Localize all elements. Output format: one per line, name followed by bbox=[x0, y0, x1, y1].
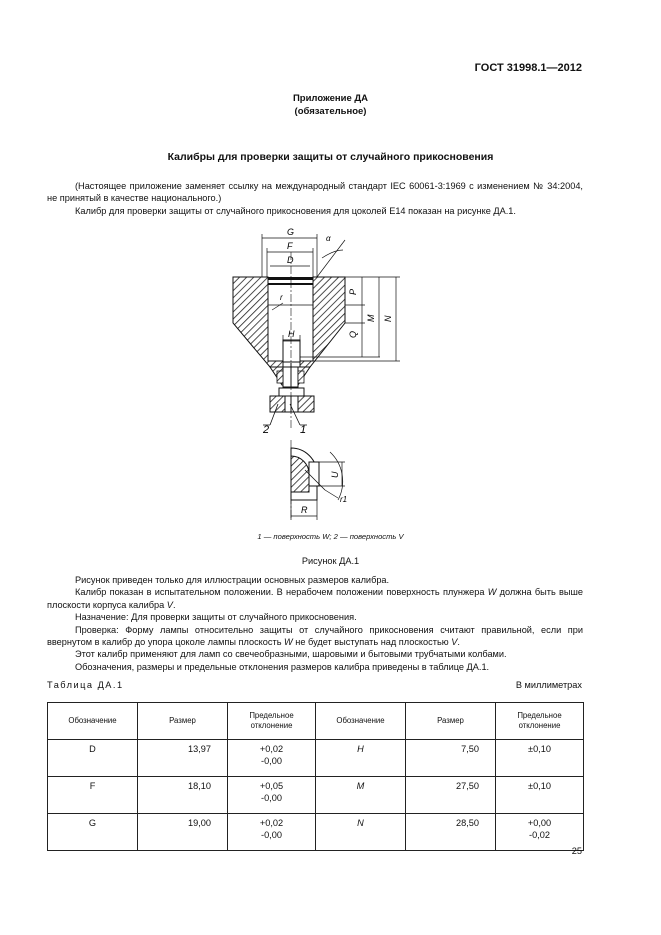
body-paragraph-5: Этот калибр применяют для ламп со свечеобразными, шаровыми и бытовыми трубчатыми колбами. bbox=[75, 649, 507, 660]
cell-designation: F bbox=[48, 777, 138, 814]
body-text bbox=[47, 574, 583, 673]
legend-surface-v: V bbox=[398, 532, 404, 541]
label-r1: r1 bbox=[340, 495, 348, 504]
dimensions-table bbox=[47, 702, 584, 851]
cell-designation: M bbox=[316, 777, 406, 814]
legend-number-2: 2 bbox=[333, 532, 338, 541]
tol-lower: -0,02 bbox=[529, 830, 550, 840]
cell-size: 27,50 bbox=[406, 777, 496, 814]
cell-tolerance bbox=[496, 814, 584, 851]
cell-designation: D bbox=[48, 740, 138, 777]
body-paragraph-3: Назначение: Для проверки защиты от случайного прикосновения. bbox=[75, 612, 357, 623]
label-alpha: α bbox=[326, 234, 331, 243]
label-1: 1 bbox=[300, 424, 307, 436]
p2-text-b: должна быть выше плоскости корпуса калибра bbox=[47, 587, 583, 610]
p4-text-c: . bbox=[457, 637, 460, 648]
cell-size: 19,00 bbox=[138, 814, 228, 851]
tol-lower: -0,00 bbox=[261, 830, 282, 840]
col-header: Размер bbox=[138, 703, 228, 740]
body-paragraph-6: Обозначения, размеры и предельные отклонения размеров калибра приведены в таблице ДА.1. bbox=[75, 661, 490, 672]
label-G: G bbox=[287, 227, 295, 237]
label-D: D bbox=[287, 255, 294, 265]
cell-tolerance bbox=[496, 777, 584, 814]
legend-text-1: — поверхность bbox=[261, 532, 323, 541]
plunger-assembly bbox=[270, 340, 314, 412]
legend-separator: ; bbox=[329, 532, 334, 541]
p2-surface-v: V bbox=[166, 599, 173, 610]
p2-surface-w: W bbox=[487, 587, 497, 598]
label-Q: Q bbox=[348, 330, 358, 338]
cell-size: 28,50 bbox=[406, 814, 496, 851]
tol-upper: +0,00 bbox=[527, 818, 552, 828]
cell-designation: H bbox=[316, 740, 406, 777]
tol-upper: ±0,10 bbox=[528, 781, 551, 791]
cell-size: 7,50 bbox=[406, 740, 496, 777]
p2-text-a: Калибр показан в испытательном положении. В нерабочем положении поверхность плунжера bbox=[75, 587, 488, 598]
cell-designation: G bbox=[48, 814, 138, 851]
intro-note: (Настоящее приложение заменяет ссылку на международный стандарт IEC 60061-3:1969 с изменением № 34:2004, не принятый в качестве национального.) bbox=[47, 181, 583, 204]
table-units: В миллиметрах bbox=[515, 680, 582, 690]
label-2: 2 bbox=[263, 424, 270, 436]
tol-upper: +0,02 bbox=[259, 744, 284, 754]
legend-surface-w: W bbox=[322, 532, 330, 541]
cell-tolerance bbox=[228, 740, 316, 777]
appendix-status: (обязательное) bbox=[294, 106, 367, 117]
label-H: H bbox=[288, 329, 295, 339]
cell-designation: N bbox=[316, 814, 406, 851]
body-paragraph-4 bbox=[47, 624, 583, 649]
col-header: Предельное отклонение bbox=[228, 703, 316, 740]
label-r: r bbox=[280, 293, 283, 302]
table-row bbox=[48, 777, 584, 814]
tol-lower: -0,00 bbox=[261, 793, 282, 803]
tol-lower: -0,00 bbox=[261, 756, 282, 766]
p4-text-b: не будет выступать над плоскостью bbox=[292, 637, 452, 648]
p2-text-c: . bbox=[172, 599, 176, 610]
table-row bbox=[48, 740, 584, 777]
cell-tolerance bbox=[228, 777, 316, 814]
table-row bbox=[48, 814, 584, 851]
legend-text-2: — поверхность bbox=[337, 532, 399, 541]
col-header: Размер bbox=[406, 703, 496, 740]
figure-legend bbox=[0, 532, 661, 541]
label-N: N bbox=[383, 315, 393, 322]
legend-number-1: 1 bbox=[257, 532, 262, 541]
p4-surface-w: W bbox=[284, 637, 293, 648]
section-heading: Калибры для проверки защиты от случайного прикосновения bbox=[167, 151, 494, 163]
figure-title: Рисунок ДА.1 bbox=[301, 556, 360, 566]
tol-upper: +0,02 bbox=[259, 818, 284, 828]
p4-surface-v: V bbox=[451, 637, 458, 648]
col-header: Обозначение bbox=[48, 703, 138, 740]
standard-code: ГОСТ 31998.1—2012 bbox=[474, 62, 582, 74]
body-paragraph-2 bbox=[47, 586, 583, 611]
label-F: F bbox=[287, 241, 293, 251]
appendix-title: Приложение ДА bbox=[292, 93, 369, 104]
p4-text-a: Проверка: Форму лампы относительно защиты от случайного прикосновения считают правильной, если при ввернутом в калибр до упора цоколе лампы плоскость bbox=[47, 624, 583, 648]
tol-upper: ±0,10 bbox=[528, 744, 551, 754]
intro-paragraph: Калибр для проверки защиты от случайного прикосновения для цоколей Е14 показан на рисунке ДА.1. bbox=[75, 205, 516, 216]
col-header: Предельное отклонение bbox=[496, 703, 584, 740]
body-paragraph-1: Рисунок приведен только для иллюстрации основных размеров калибра. bbox=[75, 575, 390, 585]
cell-size: 18,10 bbox=[138, 777, 228, 814]
dimension-lines-top bbox=[262, 234, 345, 277]
cell-size: 13,97 bbox=[138, 740, 228, 777]
label-U: U bbox=[330, 471, 340, 478]
col-header: Обозначение bbox=[316, 703, 406, 740]
table-label: Таблица ДА.1 bbox=[47, 680, 124, 690]
tol-upper: +0,05 bbox=[259, 781, 284, 791]
label-R: R bbox=[301, 505, 308, 515]
page-number: 25 bbox=[571, 846, 582, 856]
label-P: P bbox=[348, 288, 358, 295]
plan-view bbox=[291, 440, 348, 520]
table-header-row bbox=[48, 703, 584, 740]
cell-tolerance bbox=[228, 814, 316, 851]
cell-tolerance bbox=[496, 740, 584, 777]
label-M: M bbox=[366, 314, 376, 322]
